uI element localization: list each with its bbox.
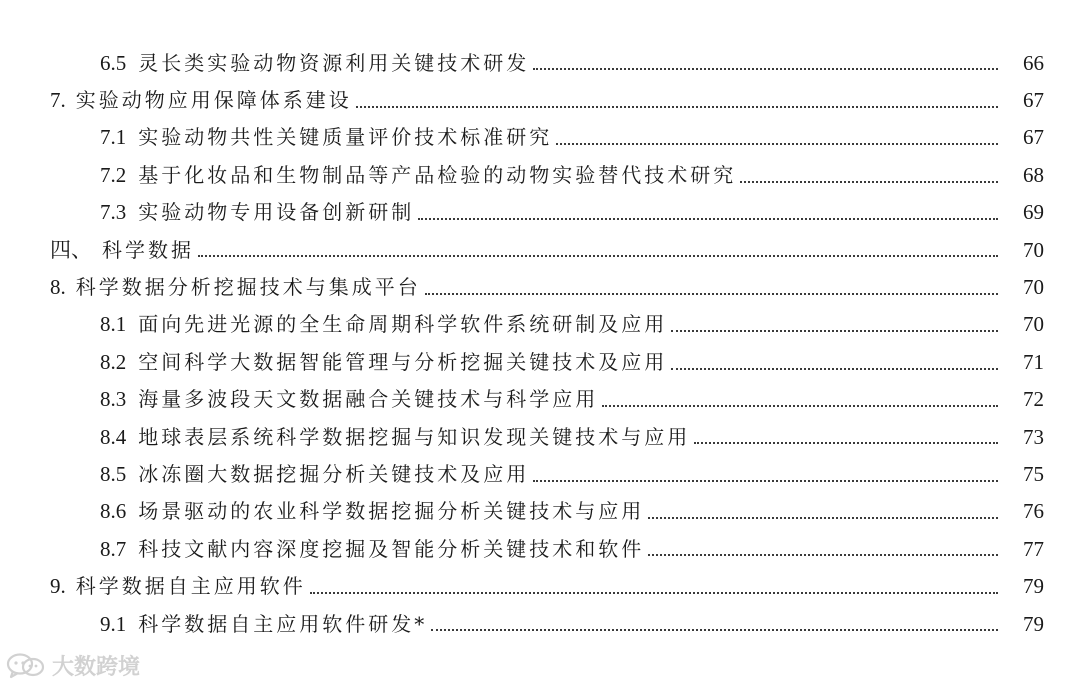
toc-entry-title: 实验动物应用保障体系建设 — [75, 88, 352, 113]
toc-entry-page-number: 71 — [1023, 349, 1044, 374]
toc-dot-leader — [431, 629, 998, 631]
toc-dot-leader — [602, 405, 998, 407]
toc-entry-number: 四、 — [50, 237, 92, 262]
toc-entry[interactable] — [0, 343, 1080, 380]
toc-entry-title: 面向先进光源的全生命周期科学软件系统研制及应用 — [138, 312, 668, 337]
toc-entry-page-number: 67 — [1023, 125, 1044, 150]
toc-entry-number: 7.3 — [100, 200, 127, 225]
toc-entry-page-number: 66 — [1023, 50, 1044, 75]
toc-entry[interactable] — [0, 567, 1080, 604]
toc-dot-leader — [556, 143, 998, 145]
toc-entry[interactable] — [0, 605, 1080, 642]
toc-entry-page-number: 79 — [1023, 611, 1044, 636]
toc-dot-leader — [418, 218, 998, 220]
toc-entry[interactable] — [0, 530, 1080, 567]
toc-entry-title: 冰冻圈大数据挖掘分析关键技术及应用 — [138, 461, 530, 486]
toc-entry-number: 9. — [50, 574, 66, 599]
toc-dot-leader — [671, 368, 998, 370]
toc-entry-number: 8.2 — [100, 349, 127, 374]
toc-entry-title: 科学数据自主应用软件 — [75, 574, 306, 599]
toc-entry-page-number: 69 — [1023, 200, 1044, 225]
toc-entry[interactable] — [0, 156, 1080, 193]
toc-dot-leader — [648, 517, 998, 519]
toc-entry-page-number: 75 — [1023, 461, 1044, 486]
toc-entry-title: 科学数据自主应用软件研发* — [138, 611, 428, 636]
toc-entry-page-number: 72 — [1023, 387, 1044, 412]
toc-entry[interactable] — [0, 306, 1080, 343]
watermark-text: 大数跨境 — [52, 655, 141, 680]
toc-entry[interactable] — [0, 493, 1080, 530]
toc-entry[interactable] — [0, 381, 1080, 418]
toc-entry-title: 海量多波段天文数据融合关键技术与科学应用 — [138, 387, 599, 412]
toc-dot-leader — [671, 330, 998, 332]
toc-entry-page-number: 67 — [1023, 88, 1044, 113]
toc-entry-page-number: 79 — [1023, 574, 1044, 599]
toc-entry-title: 空间科学大数据智能管理与分析挖掘关键技术及应用 — [138, 349, 668, 374]
toc-entry-number: 7.2 — [100, 162, 127, 187]
toc-entry[interactable] — [0, 119, 1080, 156]
toc-entry-page-number: 76 — [1023, 499, 1044, 524]
toc-entry-number: 9.1 — [100, 611, 127, 636]
toc-entry-number: 8. — [50, 275, 66, 300]
toc-entry-page-number: 77 — [1023, 536, 1044, 561]
table-of-contents — [0, 44, 1080, 642]
toc-entry-page-number: 70 — [1023, 275, 1044, 300]
toc-entry[interactable] — [0, 194, 1080, 231]
toc-entry-title: 实验动物专用设备创新研制 — [138, 200, 415, 225]
toc-entry-title: 实验动物共性关键质量评价技术标准研究 — [138, 125, 553, 150]
toc-entry-number: 8.1 — [100, 312, 127, 337]
toc-dot-leader — [740, 181, 998, 183]
toc-entry-number: 8.6 — [100, 499, 127, 524]
toc-entry-title: 基于化妆品和生物制品等产品检验的动物实验替代技术研究 — [138, 162, 737, 187]
toc-entry-number: 8.5 — [100, 461, 127, 486]
toc-entry[interactable] — [0, 455, 1080, 492]
toc-entry-title: 科技文献内容深度挖掘及智能分析关键技术和软件 — [138, 536, 645, 561]
toc-dot-leader — [425, 293, 998, 295]
toc-entry-page-number: 68 — [1023, 162, 1044, 187]
toc-entry-page-number: 70 — [1023, 237, 1044, 262]
toc-entry[interactable] — [0, 44, 1080, 81]
toc-entry-number: 8.4 — [100, 424, 127, 449]
toc-dot-leader — [694, 442, 998, 444]
toc-entry-number: 8.7 — [100, 536, 127, 561]
wechat-logo-icon — [6, 652, 46, 680]
toc-dot-leader — [356, 106, 998, 108]
toc-entry[interactable] — [0, 418, 1080, 455]
toc-entry-number: 8.3 — [100, 387, 127, 412]
toc-entry[interactable] — [0, 268, 1080, 305]
toc-entry-title: 科学数据分析挖掘技术与集成平台 — [75, 275, 421, 300]
toc-entry[interactable] — [0, 231, 1080, 268]
toc-entry-number: 6.5 — [100, 50, 127, 75]
toc-dot-leader — [198, 255, 998, 257]
toc-entry-number: 7. — [50, 88, 66, 113]
toc-entry-number: 7.1 — [100, 125, 127, 150]
toc-entry-page-number: 70 — [1023, 312, 1044, 337]
toc-entry-title: 场景驱动的农业科学数据挖掘分析关键技术与应用 — [138, 499, 645, 524]
toc-entry[interactable] — [0, 81, 1080, 118]
toc-entry-page-number: 73 — [1023, 424, 1044, 449]
toc-dot-leader — [310, 592, 998, 594]
toc-dot-leader — [533, 480, 998, 482]
toc-dot-leader — [648, 554, 998, 556]
watermark — [6, 650, 140, 681]
toc-entry-title: 科学数据 — [102, 237, 194, 262]
toc-entry-title: 地球表层系统科学数据挖掘与知识发现关键技术与应用 — [138, 424, 691, 449]
toc-dot-leader — [533, 68, 998, 70]
toc-entry-title: 灵长类实验动物资源利用关键技术研发 — [138, 50, 530, 75]
